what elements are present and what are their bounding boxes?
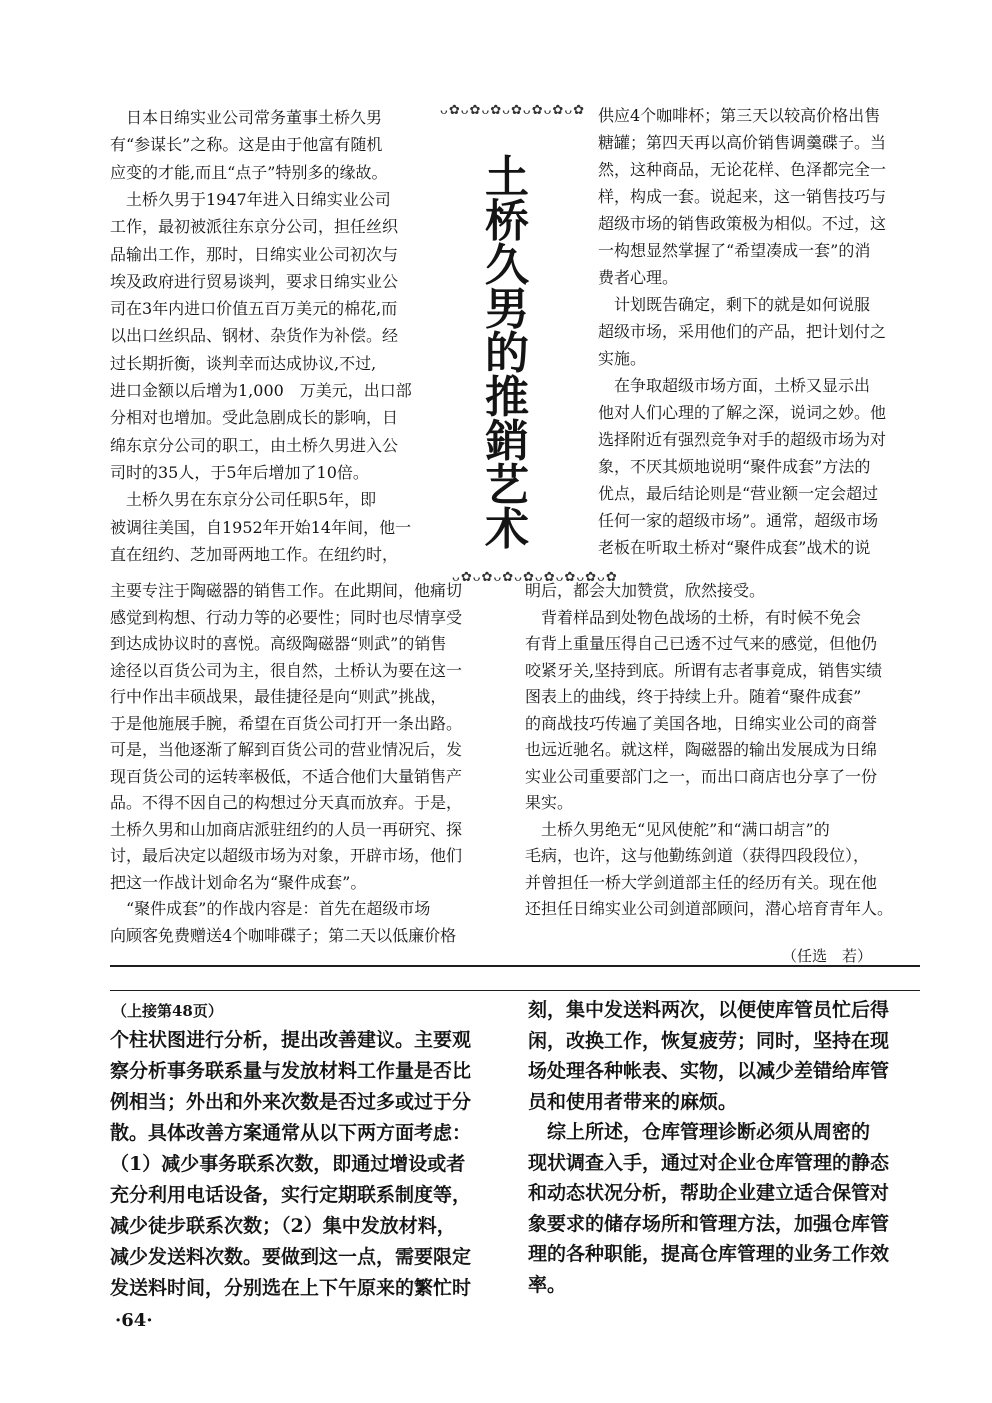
byline: （任选 若） bbox=[782, 947, 873, 965]
text-line: 土桥久男在东京分公司任职5年，即 bbox=[110, 490, 377, 510]
text-line: 司在3年内进口价值五百万美元的棉花,而 bbox=[110, 299, 398, 319]
text-line: 理的各种职能，提高仓库管理的业务工作效 bbox=[528, 1243, 890, 1265]
text-line: 率。 bbox=[528, 1273, 567, 1296]
text-line: 和动态状况分析，帮助企业建立适合保管对 bbox=[528, 1182, 890, 1204]
text-line: 供应4个咖啡杯；第三天以较高价格出售 bbox=[598, 106, 881, 125]
text-line: 以出口丝织品、钢材、杂货作为补偿。经 bbox=[110, 326, 399, 346]
text-line: 计划既告确定，剩下的就是如何说服 bbox=[598, 295, 871, 314]
text-line: “聚件成套”的作战内容是：首先在超级市场 bbox=[110, 899, 431, 918]
text-line: 选择附近有强烈竞争对手的超级市场为对 bbox=[598, 430, 887, 449]
title-char: 艺 bbox=[485, 460, 529, 511]
text-line: （1）减少事务联系次数，即通过增设或者 bbox=[110, 1153, 466, 1175]
text-line: 减少徒步联系次数；（2）集中发放材料， bbox=[110, 1215, 456, 1237]
text-line: 刻，集中发送料两次，以便使库管员忙后得 bbox=[528, 999, 890, 1021]
text-line: 工作，最初被派往东京分公司，担任丝织 bbox=[110, 217, 399, 237]
ornament-top: ᴗ✿ᴗ✿ᴗ✿ᴗ✿ᴗ✿ᴗ✿ᴗ✿ bbox=[440, 103, 586, 118]
text-line: 土桥久男和山加商店派驻纽约的人员一再研究、探 bbox=[110, 819, 463, 839]
text-line: 品输出工作，那时，日绵实业公司初次与 bbox=[110, 244, 399, 264]
title-char: 的 bbox=[485, 328, 529, 379]
text-line: 超级市场，采用他们的产品，把计划付之 bbox=[598, 322, 887, 341]
text-line: 咬紧牙关,坚持到底。所谓有志者事竟成，销售实绩 bbox=[525, 660, 883, 680]
text-line: 背着样品到处物色战场的土桥，有时候不免会 bbox=[525, 607, 862, 627]
continuation-note: （上接第48页） bbox=[112, 1002, 223, 1020]
text-line: 向顾客免费赠送4个咖啡碟子；第二天以低廉价格 bbox=[110, 925, 457, 945]
text-line: 绵东京分公司的职工，由土桥久男进入公 bbox=[110, 435, 399, 455]
section-divider-bottom bbox=[110, 990, 920, 991]
text-line: 闲，改换工作，恢复疲劳；同时，坚持在现 bbox=[528, 1029, 890, 1052]
text-line: 明后，都会大加赞赏，欣然接受。 bbox=[525, 581, 766, 600]
text-line: 例相当；外出和外来次数是否过多或过于分 bbox=[110, 1091, 472, 1113]
text-line: 有“参谋长”之称。这是由于他富有随机 bbox=[110, 135, 383, 155]
text-line: 充分利用电话设备，实行定期联系制度等， bbox=[110, 1184, 472, 1206]
text-line: 土桥久男绝无“见风使舵”和“满口胡言”的 bbox=[525, 819, 830, 839]
text-line: 可是，当他逐渐了解到百货公司的营业情况后，发 bbox=[110, 740, 463, 759]
page-number: ·64· bbox=[115, 1310, 153, 1331]
text-line: 土桥久男于1947年进入日绵实业公司 bbox=[110, 189, 391, 209]
text-line: 样，构成一套。说起来，这一销售技巧与 bbox=[598, 187, 887, 206]
title-char: 土 bbox=[485, 152, 529, 203]
text-line: 进口金额以后增为1,000 万美元，出口部 bbox=[110, 381, 412, 400]
text-line: 品。不得不因自己的构想过分天真而放弃。于是， bbox=[110, 793, 463, 812]
text-line: 埃及政府进行贸易谈判，要求日绵实业公 bbox=[110, 271, 399, 291]
text-line: 感觉到构想、行动力等的必要性；同时也尽情享受 bbox=[110, 607, 463, 627]
ornament-bottom: ᴗ✿ᴗ✿ᴗ✿ᴗ✿ᴗ✿ᴗ✿ᴗ✿ᴗ✿ bbox=[452, 570, 618, 585]
text-line: 过长期折衡，谈判幸而达成协议,不过, bbox=[110, 353, 377, 373]
text-line: 现状调查入手，通过对企业仓库管理的静态 bbox=[528, 1151, 890, 1174]
title-char: 銷 bbox=[485, 416, 529, 467]
text-line: 发送料时间，分别选在上下午原来的繁忙时 bbox=[110, 1277, 472, 1299]
text-line: 分相对也增加。受此急剧成长的影响，日 bbox=[110, 408, 399, 428]
text-line: 个柱状图进行分析，提出改善建议。主要观 bbox=[110, 1029, 472, 1051]
text-line: 实施。 bbox=[598, 349, 647, 368]
text-line: 实业公司重要部门之一，而出口商店也分享了一份 bbox=[525, 766, 878, 786]
text-line: 也远近驰名。就这样，陶磁器的输出发展成为日绵 bbox=[525, 740, 878, 759]
text-line: 优点，最后结论则是“营业额一定会超过 bbox=[598, 484, 879, 503]
text-line: 糖罐；第四天再以高价销售调羹碟子。当 bbox=[598, 133, 887, 152]
text-line: 毛病，也许，这与他勤练剑道（获得四段段位）， bbox=[525, 846, 870, 865]
text-line: 把这一作战计划命名为“聚件成套”。 bbox=[110, 872, 367, 892]
text-line: 现百货公司的运转率极低，不适合他们大量销售产 bbox=[110, 766, 463, 786]
text-line: 并曾担任一桥大学剑道部主任的经历有关。现在他 bbox=[525, 872, 878, 892]
text-line: 场处理各种帐表、实物，以减少差错给库管 bbox=[528, 1060, 890, 1082]
text-line: 被调往美国，自1952年开始14年间，他一 bbox=[110, 517, 412, 537]
title-char: 术 bbox=[485, 504, 529, 555]
text-line: 应变的才能,而且“点子”特别多的缘故。 bbox=[110, 162, 388, 182]
text-line: 员和使用者带来的麻烦。 bbox=[528, 1090, 738, 1113]
text-line: 超级市场的销售政策极为相似。不过，这 bbox=[598, 214, 887, 233]
text-line: 于是他施展手腕，希望在百货公司打开一条出路。 bbox=[110, 713, 463, 733]
title-char: 久 bbox=[485, 240, 529, 291]
title-char: 男 bbox=[485, 284, 529, 335]
text-line: 司时的35人，于5年后增加了10倍。 bbox=[110, 462, 369, 482]
title-char: 推 bbox=[485, 372, 529, 423]
text-line: 图表上的曲线，终于持续上升。随着“聚件成套” bbox=[525, 687, 862, 706]
text-line: 任何一家的超级市场”。通常，超级市场 bbox=[598, 511, 879, 530]
text-line: 散。具体改善方案通常从以下两方面考虑： bbox=[110, 1122, 472, 1144]
text-line: 在争取超级市场方面，土桥又显示出 bbox=[598, 376, 871, 395]
text-line: 到达成协议时的喜悦。高级陶磁器“则武”的销售 bbox=[110, 634, 447, 653]
text-line: 然，这种商品，无论花样、色泽都完全一 bbox=[598, 160, 887, 179]
text-line: 的商战技巧传遍了美国各地，日绵实业公司的商誉 bbox=[525, 713, 878, 733]
text-line: 讨，最后决定以超级市场为对象，开辟市场，他们 bbox=[110, 846, 463, 865]
section-divider-top bbox=[110, 965, 920, 967]
text-line: 象，不厌其烦地说明“聚件成套”方法的 bbox=[598, 457, 871, 476]
text-line: 有背上重量压得自己已透不过气来的感觉，但他仍 bbox=[525, 634, 878, 653]
text-line: 综上所述，仓库管理诊断必须从周密的 bbox=[528, 1121, 871, 1143]
text-line: 主要专注于陶磁器的销售工作。在此期间，他痛切 bbox=[110, 581, 463, 600]
text-line: 日本日绵实业公司常务董事土桥久男 bbox=[110, 108, 383, 127]
title-char: 桥 bbox=[485, 196, 529, 247]
text-line: 途径以百货公司为主，很自然，土桥认为要在这一 bbox=[110, 660, 463, 680]
text-line: 减少发送料次数。要做到这一点，需要限定 bbox=[110, 1246, 472, 1268]
text-line: 费者心理。 bbox=[598, 268, 679, 287]
text-line: 察分析事务联系量与发放材料工作量是否比 bbox=[110, 1060, 472, 1082]
text-line: 一构想显然掌握了“希望凑成一套”的消 bbox=[598, 241, 871, 260]
text-line: 还担任日绵实业公司剑道部顾问，潜心培育青年人。 bbox=[525, 899, 894, 918]
text-line: 直在纽约、芝加哥两地工作。在纽约时， bbox=[110, 544, 399, 564]
text-line: 象要求的储存场所和管理方法，加强仓库管 bbox=[528, 1212, 890, 1235]
text-line: 果实。 bbox=[525, 793, 574, 812]
text-line: 他对人们心理的了解之深，说词之妙。他 bbox=[598, 403, 887, 422]
text-line: 行中作出丰硕战果，最佳捷径是向“则武”挑战， bbox=[110, 687, 447, 706]
text-line: 老板在听取土桥对“聚件成套”战术的说 bbox=[598, 538, 871, 557]
